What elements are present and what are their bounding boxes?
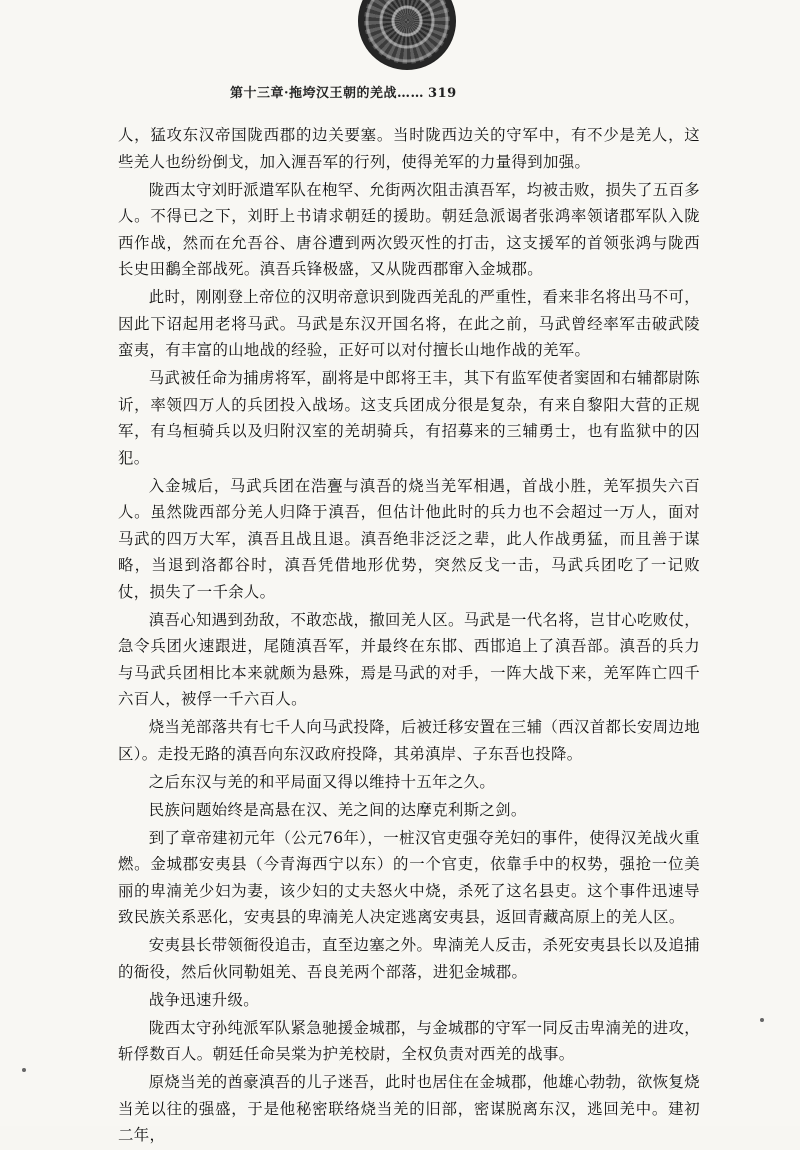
paragraph: 滇吾心知遇到劲敌，不敢恋战，撤回羌人区。马武是一代名将，岂甘心吃败仗，急令兵团火速跟进，尾随滇吾军，并最终在东邯、西邯追上了滇吾部。滇吾的兵力与马武兵团相比本来就颇为悬殊，焉是马武的对手，一阵大战下来，羌军阵亡四千六百人，被俘一千六百人。 (118, 610, 700, 708)
paragraph: 此时，刚刚登上帝位的汉明帝意识到陇西羌乱的严重性，看来非名将出马不可，因此下诏起用老将马武。马武是东汉开国名将，在此之前，马武曾经率军击破武陵蛮夷，有丰富的山地战的经验，正好可以对付擅长山地作战的羌军。 (118, 288, 700, 359)
chapter-title: 第十三章·拖垮汉王朝的羌战…… (230, 86, 425, 101)
scan-speck (760, 1018, 764, 1022)
body-text (118, 122, 700, 1150)
paragraph: 到了章帝建初元年（公元76年），一桩汉官吏强夺羌妇的事件，使得汉羌战火重燃。金城郡安夷县（今青海西宁以东）的一个官吏，依靠手中的权势，强抢一位美丽的卑湳羌少妇为妻，该少妇的丈夫怒火中烧，杀死了这名县吏。这个事件迅速导致民族关系恶化，安夷县的卑湳羌人决定逃离安夷县，返回青藏高原上的羌人区。 (118, 828, 700, 926)
page-number: 319 (428, 86, 457, 101)
paragraph: 陇西太守孙纯派军队紧急驰援金城郡，与金城郡的守军一同反击卑湳羌的进攻，斩俘数百人。朝廷任命吴棠为护羌校尉，全权负责对西羌的战事。 (118, 1018, 700, 1063)
paragraph-continued: 人，猛攻东汉帝国陇西郡的边关要塞。当时陇西边关的守军中，有不少是羌人，这些羌人也纷纷倒戈，加入湹吾军的行列，使得羌军的力量得到加强。 (118, 126, 700, 171)
paragraph: 马武被任命为捕虏将军，副将是中郎将王丰，其下有监军使者窦固和右辅都尉陈䜣，率领四万人的兵团投入战场。这支兵团成分很是复杂，有来自黎阳大营的正规军，有乌桓骑兵以及归附汉室的羌胡骑兵，有招募来的三辅勇士，也有监狱中的囚犯。 (118, 369, 700, 467)
running-header (230, 82, 590, 101)
paragraph: 原烧当羌的酋豪滇吾的儿子迷吾，此时也居住在金城郡，他雄心勃勃，欲恢复烧当羌以往的强盛，于是他秘密联络烧当羌的旧部，密谋脱离东汉，逃回羌中。建初二年， (118, 1073, 700, 1144)
paragraph: 入金城后，马武兵团在浩亹与滇吾的烧当羌军相遇，首战小胜，羌军损失六百人。虽然陇西部分羌人归降于滇吾，但估计他此时的兵力也不会超过一万人，面对马武的四万大军，滇吾且战且退。滇吾绝非泛泛之辈，此人作战勇猛，而且善于谋略，当退到洛都谷时，滇吾凭借地形优势，突然反戈一击，马武兵团吃了一记败仗，损失了一千余人。 (118, 476, 700, 601)
paragraph: 安夷县长带领衙役追击，直至边塞之外。卑湳羌人反击，杀死安夷县长以及追捕的衙役，然后伙同勒姐羌、吾良羌两个部落，进犯金城郡。 (118, 936, 700, 981)
paragraph: 战争迅速升级。 (148, 990, 259, 1009)
scan-speck (22, 1068, 26, 1072)
paragraph: 陇西太守刘盱派遣军队在枹罕、允街两次阻击滇吾军，均被击败，损失了五百多人。不得已之下，刘盱上书请求朝廷的援助。朝廷急派谒者张鸿率领诸郡军队入陇西作战，然而在允吾谷、唐谷遭到两次毁灭性的打击，这支援军的首领张鸿与陇西长史田鷭全部战死。滇吾兵锋极盛，又从陇西郡窜入金城郡。 (118, 180, 700, 278)
paragraph: 之后东汉与羌的和平局面又得以维持十五年之久。 (148, 772, 496, 791)
paragraph: 民族问题始终是高悬在汉、羌之间的达摩克利斯之剑。 (148, 800, 527, 819)
decorative-bronze-medallion-icon (358, 0, 456, 70)
paragraph: 烧当羌部落共有七千人向马武投降，后被迁移安置在三辅（西汉首都长安周边地区）。走投无路的滇吾向东汉政府投降，其弟滇岸、子东吾也投降。 (118, 718, 700, 763)
